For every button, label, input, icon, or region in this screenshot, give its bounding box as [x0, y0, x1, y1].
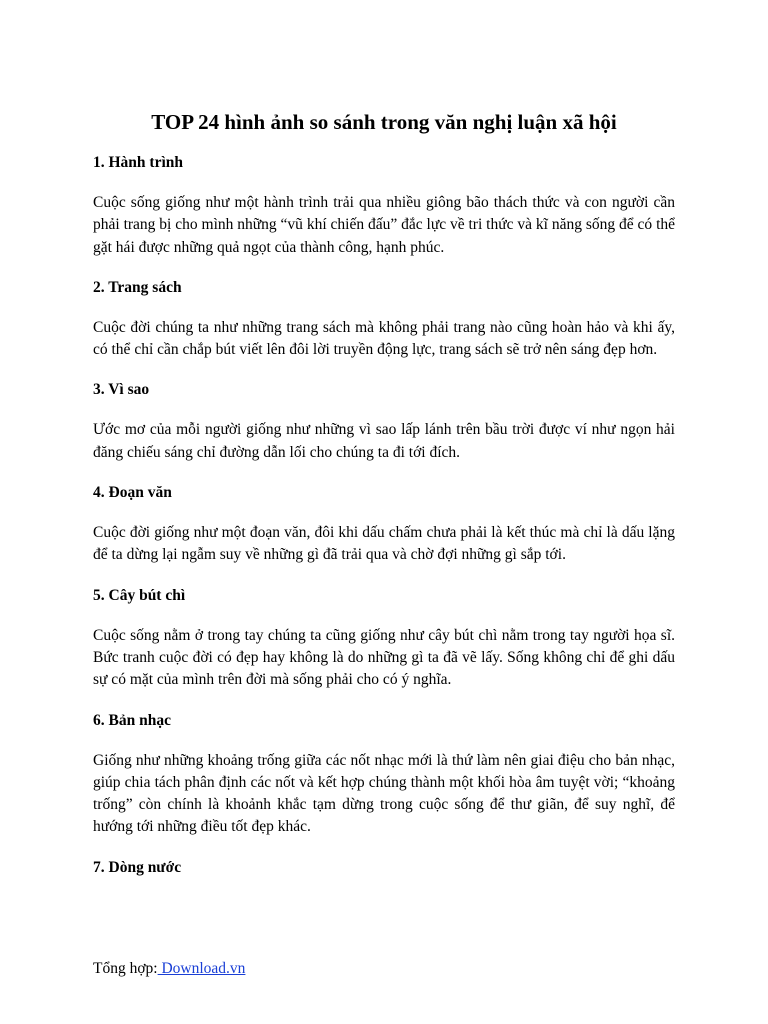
section-heading: 2. Trang sách — [93, 278, 182, 296]
section — [93, 585, 675, 692]
section — [93, 857, 675, 879]
section-heading: 3. Vì sao — [93, 381, 150, 399]
section-body: Ước mơ của mỗi người giống như những vì sao lấp lánh trên bầu trời được ví như ngọn hải đăng chiếu sáng chỉ đường dẫn lối cho chúng ta đi tới đích. — [93, 421, 675, 461]
section — [93, 710, 675, 839]
section — [93, 482, 675, 567]
section-body: Cuộc đời chúng ta như những trang sách mà không phải trang nào cũng hoàn hảo và khi ấy, có thể chỉ cần chắp bút viết lên đôi lời truyền động lực, trang sách sẽ trở nên sáng đẹp hơn. — [93, 318, 675, 359]
section — [93, 379, 675, 464]
section-heading: 1. Hành trình — [93, 154, 184, 171]
section — [93, 152, 675, 259]
section — [93, 277, 675, 362]
section-heading: 6. Bản nhạc — [93, 711, 171, 729]
section-body: Cuộc sống nằm ở trong tay chúng ta cũng giống như cây bút chì nằm trong tay người họa sĩ. Bức tranh cuộc đời có đẹp hay không là do những gì ta đã vẽ lấy. Sống không chỉ để ghi dấu sự có mặt của mình trên đời mà sống phải cho có ý nghĩa. — [93, 626, 675, 689]
document-title: TOP 24 hình ảnh so sánh trong văn nghị luận xã hội — [151, 110, 617, 134]
section-body: Cuộc sống giống như một hành trình trải qua nhiều giông bão thách thức và con người cần phải trang bị cho mình những “vũ khí chiến đấu” đắc lực về tri thức và kĩ năng sống để có thể gặt hái được những quả ngọt của thành công, hạnh phúc. — [93, 194, 675, 256]
section-heading: 5. Cây bút chì — [93, 586, 186, 604]
section-body: Cuộc đời giống như một đoạn văn, đôi khi dấu chấm chưa phải là kết thúc mà chỉ là dấu lặng để ta dừng lại ngẫm suy về những gì đã trải qua và chờ đợi những gì sắp tới. — [93, 524, 675, 564]
section-heading: 4. Đoạn văn — [93, 484, 172, 502]
page-footer — [93, 958, 245, 980]
section-heading: 7. Dòng nước — [93, 858, 182, 876]
document-content — [93, 152, 675, 897]
footer-source-link[interactable]: Download.vn — [157, 960, 246, 977]
footer-prefix: Tổng hợp: — [93, 960, 158, 977]
section-body: Giống như những khoảng trống giữa các nốt nhạc mới là thứ làm nên giai điệu cho bản nhạc, giúp chia tách phân định các nốt và kết hợp chúng thành một khối hòa âm tuyệt vời; “khoảng trống” còn chính là khoảnh khắc tạm dừng trong cuộc sống để thư giãn, để suy nghĩ, để hướng tới những điều tốt đẹp khác. — [93, 751, 675, 836]
